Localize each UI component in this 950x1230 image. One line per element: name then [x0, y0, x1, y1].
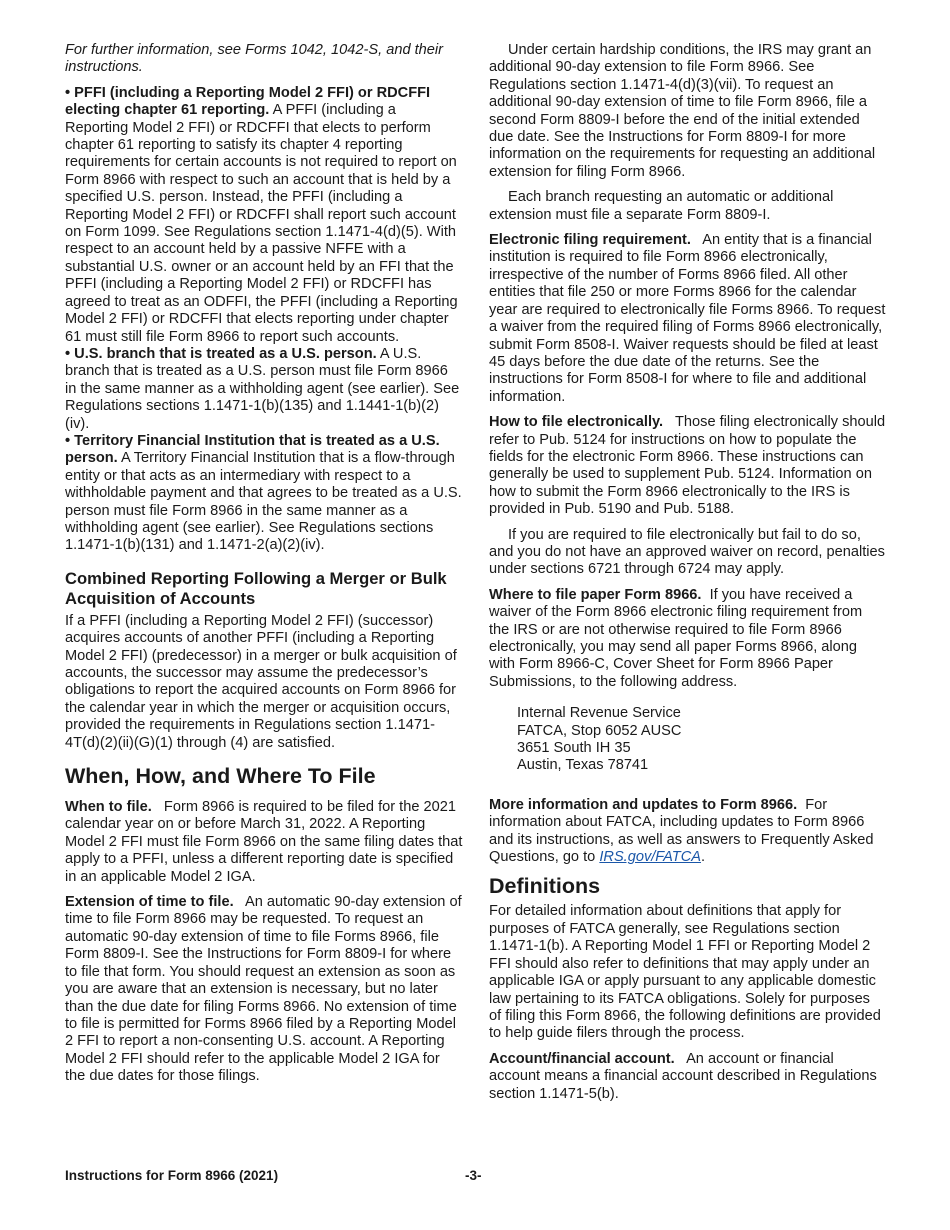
penalty-paragraph: If you are required to file electronically but fail to do so, and you do not have an approved waiver on record, penalties under sections 6721 through 6724 may apply.	[489, 526, 885, 578]
electronic-filing-body: An entity that is a financial institution is required to file Form 8966 electronically, irrespective of the number of Forms 8966 filed. All other entities that file 250 or more Forms 8966 for the calendar year are required to electronically file Forms 8966. To request a waiver from the required filing of Forms 8966 electronically, submit Form 8508-I. Waiver requests should be filed at least 45 days before the due date of the returns. See the instructions for Form 8508-I for where to file and additional information.	[489, 232, 886, 405]
account-definition-label: Account/financial account.	[489, 1050, 675, 1067]
intro-paragraph: For further information, see Forms 1042, 1042-S, and their instructions.	[65, 42, 443, 76]
how-to-file-paragraph	[489, 414, 886, 518]
left-column	[65, 42, 463, 1094]
hardship-paragraph: Under certain hardship conditions, the IRS may grant an additional 90-day extension to file Form 8966. See Regulations section 1.1471-4(d)(3)(vii). To request an additional 90-day extension of time to file Form 8966, file a second Form 8809-I before the end of the initial extended due date. See the Instructions for Form 8809-I for more information on the requirements for requesting an additional extension for filing Form 8966.	[489, 42, 876, 180]
extension-label: Extension of time to file.	[65, 894, 234, 911]
extension-body: An automatic 90-day extension of time to file Form 8966 may be requested. To request an automatic 90-day extension of time to file Forms 8966, file Form 8809-I. See the Instructions for Form 8809-I for where to file that form. You should request an extension as soon as you are aware that an extension is necessary, but no later than the due date for filing Forms 8966. No extension of time to file is permitted for Forms 8966 filed by a Reporting Model 2 FFI to report a non-consenting U.S. account. A Reporting Model 2 FFI should refer to the applicable Model 2 IGA for the due dates for those filings.	[65, 894, 462, 1085]
bullet-item-territory	[65, 433, 463, 555]
more-info-label: More information and updates to Form 8966.	[489, 796, 798, 813]
address-line: 3651 South IH 35	[517, 740, 631, 757]
paper-filing-label: Where to file paper Form 8966.	[489, 586, 702, 603]
extension-paragraph	[65, 894, 463, 1085]
how-to-file-body: Those filing electronically should refer to Pub. 5124 for instructions on how to populate the fields for the electronic Form 8966. These instructions can generally be used to supplement Pub. 5124. Information on how to submit the Form 8966 electronically to the IRS is provided in Pub. 5190 and Pub. 5188.	[489, 414, 886, 518]
bullet-list	[65, 85, 463, 555]
paper-filing-paragraph	[489, 587, 886, 691]
right-column	[489, 42, 886, 1111]
irs-fatca-link[interactable]: IRS.gov/FATCA	[599, 849, 701, 866]
bullet-body: A Territory Financial Institution that is a flow-through entity or that acts as an intermediary with respect to a withholdable payment and that agrees to be treated as a U.S. person must file Form 8966 in the same manner as a withholding agent (see earlier). See Regulations sections 1.1471-1(b)(131) and 1.1471-2(a)(2)(iv).	[65, 450, 462, 554]
address-line: FATCA, Stop 6052 AUSC	[517, 722, 682, 739]
bullet-body: A U.S. branch that is treated as a U.S. person must file Form 8966 in the same manner as a withholding agent (see earlier). See Regulations sections 1.1471-1(b)(135) and 1.1441-1(b)(2)(iv).	[65, 345, 460, 432]
bullet-body: A PFFI (including a Reporting Model 2 FFI) or RDCFFI that elects to perform chapter 61 reporting to satisfy its chapter 4 reporting requirements for certain accounts is not required to report on Form 8966 with respect to such an account that is held by a specified U.S. person. Instead, the PFFI (including a Reporting Model 2 FFI) or RDCFFI shall report such account on Form 1099. See Regulations section 1.1471-4(d)(5). With respect to an account held by a passive NFFE with a substantial U.S. owner or an account held by an FFI that the PFFI (including a Reporting Model 2 FFI) or RDCFFI has agreed to treat as an ODFFI, the PFFI (including a Reporting Model 2 FFI) or RDCFFI that elects reporting under chapter 61 must still file Form 8966 to report such accounts.	[65, 102, 458, 345]
branch-paragraph: Each branch requesting an automatic or additional extension must file a separate Form 8809-I.	[489, 189, 834, 223]
when-to-file-body: Form 8966 is required to be filed for the 2021 calendar year on or before March 31, 2022. A Reporting Model 2 FFI must file Form 8966 on the same filing dates that apply to a PFFI, unless a different reporting date is specified in an applicable Model 2 IGA.	[65, 799, 463, 885]
bullet-heading: PFFI (including a Reporting Model 2 FFI) or RDCFFI electing chapter 61 reporting.	[65, 84, 431, 119]
merger-heading: Combined Reporting Following a Merger or Bulk Acquisition of Accounts	[65, 568, 447, 608]
how-to-file-label: How to file electronically.	[489, 414, 664, 431]
bullet-heading: U.S. branch that is treated as a U.S. person.	[74, 345, 377, 362]
mailing-address	[517, 705, 886, 775]
account-definition-body: An account or financial account means a financial account described in Regulations section 1.1471-5(b).	[489, 1050, 877, 1102]
bullet-mark: •	[65, 432, 71, 449]
electronic-filing-label: Electronic filing requirement.	[489, 232, 691, 249]
more-info-body: For information about FATCA, including updates to Form 8966 and its instructions, as well as answers to Frequently Asked Questions, go to	[489, 796, 874, 866]
bullet-mark: •	[65, 84, 71, 101]
when-to-file-label: When to file.	[65, 799, 152, 816]
when-to-file-paragraph	[65, 799, 463, 886]
definitions-paragraph: For detailed information about definitions that apply for purposes of FATCA generally, see Regulations section 1.1471-1(b). A Reporting Model 1 FFI or Reporting Model 2 FFI should also refer to definitions that may apply under an applicable IGA or apply pursuant to any applicable domestic law pertaining to its FATCA obligations. Solely for purposes of filing this Form 8966, the following definitions are provided to help guide filers through the process.	[489, 903, 881, 1042]
footer-title: Instructions for Form 8966 (2021)	[65, 1168, 279, 1183]
more-info-end: .	[700, 849, 706, 866]
bullet-mark: •	[65, 345, 71, 362]
address-line: Austin, Texas 78741	[517, 757, 649, 774]
bullet-heading: Territory Financial Institution that is treated as a U.S. person.	[65, 432, 440, 467]
account-definition-paragraph	[489, 1051, 886, 1103]
page-number: -3-	[465, 1168, 482, 1183]
bullet-item-us-branch	[65, 346, 463, 433]
when-how-where-heading: When, How, and Where To File	[65, 764, 376, 789]
address-line: Internal Revenue Service	[517, 705, 681, 722]
bullet-item-pffi	[65, 85, 463, 346]
more-info-paragraph	[489, 797, 886, 867]
paper-filing-body: If you have received a waiver of the Form 8966 electronic filing requirement from the IRS or are not otherwise required to file Form 8966 electronically, you may send all paper Forms 8966, along with Form 8966-C, Cover Sheet for Form 8966 Paper Submissions, to the following address.	[489, 586, 863, 690]
electronic-filing-paragraph	[489, 232, 886, 406]
merger-paragraph: If a PFFI (including a Reporting Model 2 FFI) (successor) acquires accounts of another PFFI (including a Reporting Model 2 FFI) (predecessor) in a merger or bulk acquisition of accounts, the successor may assume the predecessor’s obligations to report the acquired accounts on Form 8966 for the calendar year in which the merger or acquisition occurs, provided the requirements in Regulations section 1.1471-4T(d)(2)(ii)(G)(1) through (4) are satisfied.	[65, 612, 457, 751]
definitions-heading: Definitions	[489, 874, 601, 899]
